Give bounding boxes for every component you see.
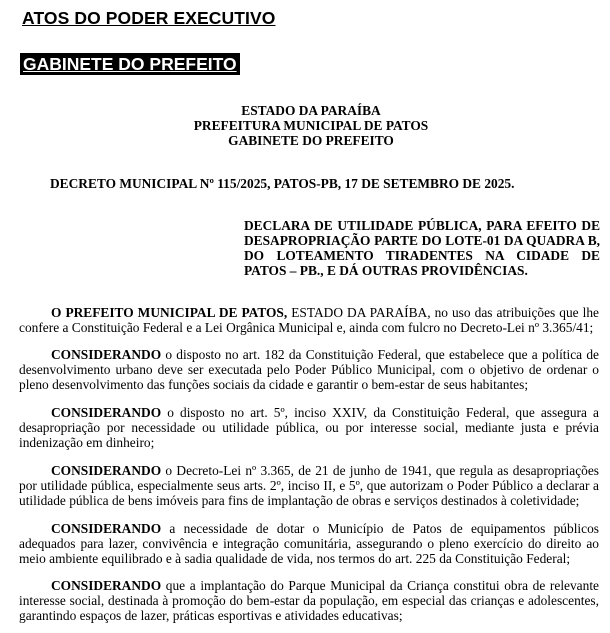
paragraph-considerando xyxy=(19,521,599,566)
paragraph-text: o Decreto-Lei nº 3.365, de 21 de junho de 1941, que regula as desapropriações por utilidade pública, especialmente seus arts. 2º, inciso II, e 5º, que autorizam o Poder Público a declarar a utilidade pública de bens imóveis para fins de implantação de obras e serviços destinados à coletividade; xyxy=(19,463,599,508)
decree-title: DECRETO MUNICIPAL Nº 115/2025, PATOS-PB, 17 DE SETEMBRO DE 2025. xyxy=(50,176,515,191)
document-header xyxy=(0,103,610,148)
header-state: ESTADO DA PARAÍBA xyxy=(241,103,381,118)
decree-ementa: DECLARA DE UTILIDADE PÚBLICA, PARA EFEITO DE DESAPROPRIAÇÃO PARTE DO LOTE-01 DA QUADRA B, DO LOTEAMENTO TIRADENTES NA CIDADE DE PATOS – PB., E DÁ OUTRAS PROVIDÊNCIAS. xyxy=(244,218,600,278)
paragraph-text: a necessidade de dotar o Município de Patos de equipamentos públicos adequados para lazer, convivência e integração comunitária, assegurando o pleno exercício do direito ao meio ambiente equilibrado e à sadia qualidade de vida, nos termos do art. 225 da Constituição Federal; xyxy=(19,521,599,566)
paragraph-lead: CONSIDERANDO xyxy=(51,521,162,536)
paragraph-lead: O PREFEITO MUNICIPAL DE PATOS, xyxy=(51,305,288,320)
header-prefecture: PREFEITURA MUNICIPAL DE PATOS xyxy=(193,118,429,133)
section-title: ATOS DO PODER EXECUTIVO xyxy=(22,8,276,28)
section-subtitle: GABINETE DO PREFEITO xyxy=(20,53,240,75)
paragraph-lead: CONSIDERANDO xyxy=(51,463,162,478)
paragraph-lead: CONSIDERANDO xyxy=(51,347,162,362)
paragraph-considerando xyxy=(19,463,599,508)
paragraph-text: que a implantação do Parque Municipal da Criança constitui obra de relevante interesse social, destinada à promoção do bem-estar da população, em especial das crianças e adolescentes, garantindo espaços de lazer, práticas esportivas e atividades educativas; xyxy=(19,578,599,623)
paragraph-lead: CONSIDERANDO xyxy=(51,578,162,593)
paragraph-lead: CONSIDERANDO xyxy=(51,405,162,420)
paragraph-preamble xyxy=(19,305,599,335)
paragraph-text: ESTADO DA PARAÍBA, no uso das atribuições que lhe confere a Constituição Federal e a Lei Orgânica Municipal e, ainda com fulcro no Decreto-Lei nº 3.365/41; xyxy=(19,305,599,335)
header-office: GABINETE DO PREFEITO xyxy=(228,133,394,148)
paragraph-text: o disposto no art. 182 da Constituição Federal, que estabelece que a política de desenvolvimento urbano deve ser executada pelo Poder Público Municipal, com o objetivo de ordenar o pleno desenvolvimento das funções sociais da cidade e garantir o bem-estar de seus habitantes; xyxy=(19,347,599,392)
paragraph-considerando xyxy=(19,405,599,450)
paragraph-considerando xyxy=(19,347,599,392)
paragraph-text: o disposto no art. 5º, inciso XXIV, da Constituição Federal, que assegura a desapropriação por necessidade ou utilidade pública, ou por interesse social, mediante justa e prévia indenização em dinheiro; xyxy=(19,405,599,450)
paragraph-considerando xyxy=(19,578,599,623)
